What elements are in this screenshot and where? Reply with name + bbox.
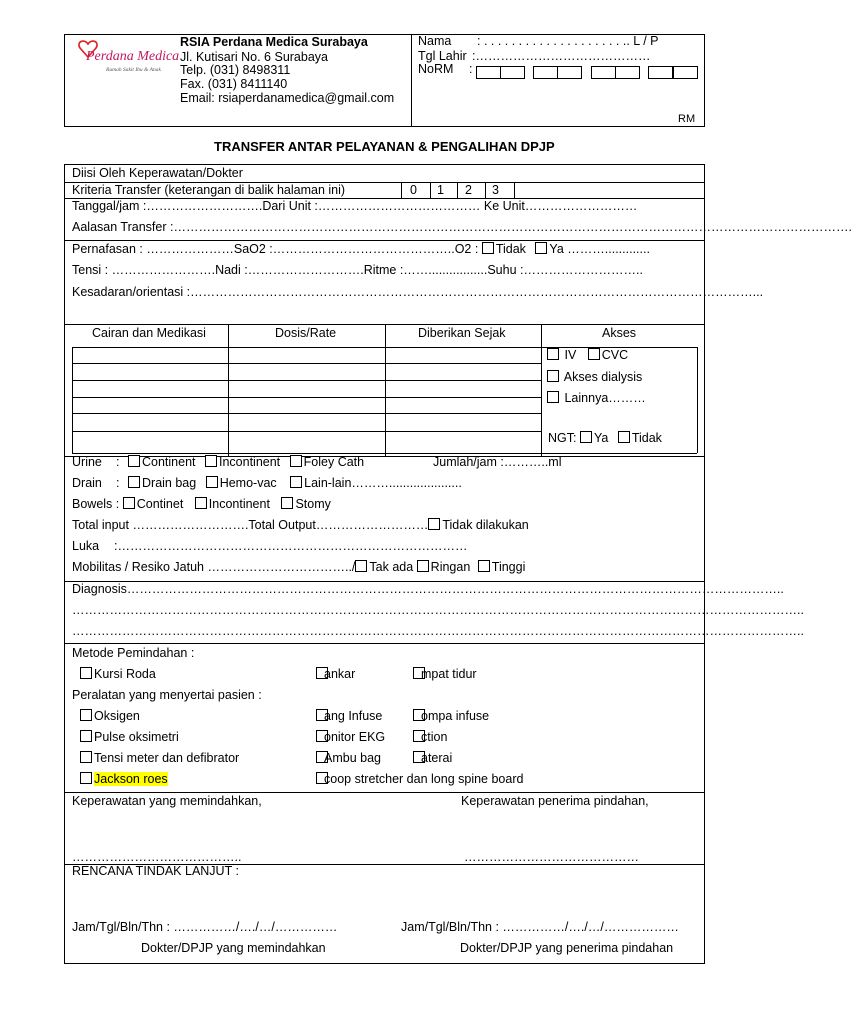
tak-ada-label: Tak ada xyxy=(369,560,414,574)
drain-colon: : xyxy=(116,476,120,490)
pulse-label: Pulse oksimetri xyxy=(94,730,179,744)
rencana-label: RENCANA TINDAK LANJUT : xyxy=(72,864,239,878)
table-inner-left xyxy=(72,347,73,453)
keperawatan-memindahkan: Keperawatan yang memindahkan, xyxy=(72,794,262,808)
foley-label: Foley Cath xyxy=(303,455,365,469)
o2-ya-dots: ………............. xyxy=(567,242,650,256)
continent-label: Continent xyxy=(142,455,196,469)
akses-dialysis[interactable] xyxy=(547,370,642,384)
norm-box[interactable] xyxy=(533,66,558,79)
kursi-roda-option[interactable] xyxy=(80,667,156,681)
checkbox[interactable] xyxy=(547,391,559,403)
tgl-lahir-label: Tgl Lahir xyxy=(418,49,467,63)
norm-colon: : xyxy=(469,62,473,76)
peralatan-label: Peralatan yang menyertai pasien : xyxy=(72,688,262,702)
bowels-label: Bowels : xyxy=(72,497,120,511)
drain-label: Drain xyxy=(72,476,102,490)
checkbox[interactable] xyxy=(580,431,592,443)
tensi-field[interactable]: Tensi : …………………….Nadi :……………………….Ritme :…….................Suhu :……………………….. xyxy=(72,263,643,277)
luka-row[interactable] xyxy=(72,539,467,553)
kriteria-level-1[interactable]: 1 xyxy=(437,183,444,197)
kriteria-level-2[interactable]: 2 xyxy=(465,183,472,197)
urine-colon: : xyxy=(116,455,120,469)
nama-label: Nama xyxy=(418,34,452,48)
luka-label: Luka xyxy=(72,539,100,553)
norm-label: NoRM xyxy=(418,62,454,76)
checkbox[interactable] xyxy=(417,560,429,572)
cvc-label: CVC xyxy=(601,348,629,362)
hospital-phone: Telp. (031) 8498311 xyxy=(180,63,291,77)
metode-label: Metode Pemindahan : xyxy=(72,646,195,660)
checkbox[interactable] xyxy=(547,370,559,382)
bowels-row[interactable] xyxy=(72,497,331,511)
col-header-akses: Akses xyxy=(602,326,637,340)
jackson-option[interactable] xyxy=(80,772,168,786)
total-text: Total input ……………………….Total Output……………………… xyxy=(72,518,429,532)
checkbox[interactable] xyxy=(128,455,140,467)
brankar-label: ankar xyxy=(324,667,356,681)
checkbox[interactable] xyxy=(195,497,207,509)
drain-row[interactable] xyxy=(72,476,462,490)
oksigen-label: Oksigen xyxy=(94,709,140,723)
total-row[interactable] xyxy=(72,518,529,532)
tiang-infuse-label: ang Infuse xyxy=(324,709,383,723)
hospital-name: RSIA Perdana Medica Surabaya xyxy=(180,35,368,49)
logo-text: Perdana Medica xyxy=(86,49,180,64)
checkbox[interactable] xyxy=(128,476,140,488)
hospital-email: Email: rsiaperdanamedica@gmail.com xyxy=(180,91,395,105)
checkbox[interactable] xyxy=(80,730,92,742)
pulse-option[interactable] xyxy=(80,730,179,744)
mobilitas-text: Mobilitas / Resiko Jatuh ……………………………../ xyxy=(72,560,356,574)
dokter-right-label: Dokter/DPJP yang penerima pindahan xyxy=(460,941,674,955)
table-row-line xyxy=(72,363,541,364)
section-header: Diisi Oleh Keperawatan/Dokter xyxy=(72,166,243,180)
table-row-line xyxy=(72,380,541,381)
mobilitas-row[interactable] xyxy=(72,560,525,574)
luka-dots: :………………………………………………………………………… xyxy=(114,539,468,553)
table-row-line xyxy=(72,453,697,454)
ngt-field[interactable] xyxy=(548,431,662,445)
monitor-label: onitor EKG xyxy=(324,730,386,744)
lainnya-label: Lainnya……… xyxy=(564,391,646,405)
ringan-label: Ringan xyxy=(430,560,471,574)
iv-label: IV xyxy=(564,348,577,362)
checkbox[interactable] xyxy=(478,560,490,572)
col-header-cairan: Cairan dan Medikasi xyxy=(92,326,206,340)
tinggi-label: Tinggi xyxy=(491,560,526,574)
norm-box[interactable] xyxy=(591,66,616,79)
alasan-field[interactable]: Aalasan Transfer :………………………………………………………………………………………………………………………………………………. xyxy=(72,220,852,234)
cell-divider xyxy=(457,182,458,199)
hospital-logo xyxy=(74,38,180,82)
urine-label: Urine xyxy=(72,455,102,469)
hospital-fax: Fax. (031) 8411140 xyxy=(180,77,288,91)
table-row-line xyxy=(72,431,541,432)
brankar-option[interactable] xyxy=(316,667,355,681)
table-col-divider xyxy=(228,324,229,457)
tensi-meter-option[interactable] xyxy=(80,751,239,765)
pernafasan-field[interactable] xyxy=(72,242,650,256)
ambu-option[interactable] xyxy=(316,751,381,765)
diagnosis-line-2[interactable]: ………………………………………………………………………………………………………………………………………………………….. xyxy=(72,603,804,617)
jam-left-field[interactable]: Jam/Tgl/Bln/Thn : ……………/…./…/…………… xyxy=(72,920,338,934)
norm-box[interactable] xyxy=(673,66,698,79)
suction-option[interactable] xyxy=(413,730,447,744)
norm-box[interactable] xyxy=(500,66,525,79)
divider xyxy=(64,240,705,241)
checkbox[interactable] xyxy=(205,455,217,467)
kriteria-level-0[interactable]: 0 xyxy=(410,183,417,197)
scoop-option[interactable] xyxy=(316,772,523,786)
tanggal-field[interactable]: Tanggal/jam :……………………….Dari Unit :………………………………… Ke Unit……………………… xyxy=(72,199,638,213)
akses-iv-cvc[interactable] xyxy=(547,348,628,362)
form-title: TRANSFER ANTAR PELAYANAN & PENGALIHAN DPJP xyxy=(214,139,555,154)
tiang-infuse-option[interactable] xyxy=(316,709,382,723)
lain-lain-label: Lain-lain………..................... xyxy=(304,476,462,490)
hemo-vac-label: Hemo-vac xyxy=(219,476,277,490)
urine-row[interactable] xyxy=(72,455,364,469)
tempat-tidur-label: mpat tidur xyxy=(421,667,477,681)
norm-box[interactable] xyxy=(648,66,673,79)
hospital-address: Jl. Kutisari No. 6 Surabaya xyxy=(180,50,328,64)
table-col-divider xyxy=(385,324,386,457)
tidak-dilakukan-label: Tidak dilakukan xyxy=(442,518,529,532)
norm-box[interactable] xyxy=(476,66,501,79)
drain-bag-label: Drain bag xyxy=(142,476,197,490)
table-row-line xyxy=(72,397,541,398)
col-header-dosis: Dosis/Rate xyxy=(275,326,337,340)
jam-right-field[interactable]: Jam/Tgl/Bln/Thn : ……………/…./…/……………… xyxy=(401,920,679,934)
checkbox[interactable] xyxy=(281,497,293,509)
o2-tidak-label: Tidak xyxy=(495,242,526,256)
checkbox[interactable] xyxy=(482,242,494,254)
pernafasan-text: Pernafasan : …………………SaO2 :……………………………………..O2 : xyxy=(72,242,479,256)
checkbox[interactable] xyxy=(618,431,630,443)
signature-line-right[interactable]: …………………………………… xyxy=(464,850,639,864)
suction-label: ction xyxy=(421,730,448,744)
tgl-lahir-value[interactable]: :…………………………………… xyxy=(472,49,651,63)
baterai-option[interactable] xyxy=(413,751,452,765)
tempat-tidur-option[interactable] xyxy=(413,667,477,681)
kesadaran-field[interactable]: Kesadaran/orientasi :………………………………………………………………………………………………………………………... xyxy=(72,285,764,299)
kriteria-label: Kriteria Transfer (keterangan di balik halaman ini) xyxy=(72,183,346,197)
checkbox[interactable] xyxy=(80,709,92,721)
ambu-label: Ambu bag xyxy=(324,751,381,765)
kursi-roda-label: Kursi Roda xyxy=(94,667,156,681)
baterai-label: aterai xyxy=(421,751,453,765)
monitor-option[interactable] xyxy=(316,730,385,744)
table-row-line xyxy=(72,413,541,414)
checkbox[interactable] xyxy=(535,242,547,254)
ngt-label: NGT: xyxy=(548,431,577,445)
ngt-tidak-label: Tidak xyxy=(631,431,662,445)
keperawatan-penerima: Keperawatan penerima pindahan, xyxy=(461,794,649,808)
nama-value[interactable]: : . . . . . . . . . . . . . . . . . . . . .. L / P xyxy=(477,34,659,48)
checkbox[interactable] xyxy=(80,751,92,763)
incontinent2-label: Incontinent xyxy=(208,497,270,511)
rm-label: RM xyxy=(678,113,696,125)
akses-lainnya[interactable] xyxy=(547,391,646,405)
norm-box[interactable] xyxy=(557,66,582,79)
akses-dialysis-label: Akses dialysis xyxy=(563,370,643,384)
section-pemindahan-box xyxy=(64,643,705,793)
kriteria-level-3[interactable]: 3 xyxy=(492,183,499,197)
scoop-label: coop stretcher dan long spine board xyxy=(324,772,524,786)
checkbox[interactable] xyxy=(290,455,302,467)
pompa-infuse-option[interactable] xyxy=(413,709,489,723)
logo-tagline: Rumah Sakit Ibu & Anak xyxy=(106,67,161,73)
cell-divider xyxy=(485,182,486,199)
stomy-label: Stomy xyxy=(295,497,331,511)
continet-label: Continet xyxy=(136,497,184,511)
checkbox[interactable] xyxy=(123,497,135,509)
checkbox[interactable] xyxy=(206,476,218,488)
checkbox[interactable] xyxy=(355,560,367,572)
diagnosis-line-3[interactable]: ………………………………………………………………………………………………………………………………………………………….. xyxy=(72,624,804,638)
checkbox[interactable] xyxy=(428,518,440,530)
ngt-ya-label: Ya xyxy=(593,431,609,445)
signature-line-left[interactable]: ………………………………….. xyxy=(72,850,242,864)
col-header-diberikan: Diberikan Sejak xyxy=(418,326,506,340)
diagnosis-field[interactable]: Diagnosis………………………………………………………………………………………………………………………………………….. xyxy=(72,582,784,596)
oksigen-option[interactable] xyxy=(80,709,140,723)
checkbox[interactable] xyxy=(588,348,600,360)
table-inner-right xyxy=(697,347,698,453)
o2-ya-label: Ya xyxy=(549,242,564,256)
tensi-meter-label: Tensi meter dan defibrator xyxy=(94,751,240,765)
incontinent-label: Incontinent xyxy=(219,455,281,469)
checkbox[interactable] xyxy=(290,476,302,488)
checkbox[interactable] xyxy=(80,667,92,679)
norm-box[interactable] xyxy=(615,66,640,79)
pompa-infuse-label: ompa infuse xyxy=(421,709,490,723)
jumlah-field[interactable]: Jumlah/jam :………..ml xyxy=(433,455,562,469)
dokter-left-label: Dokter/DPJP yang memindahkan xyxy=(141,941,326,955)
checkbox[interactable] xyxy=(547,348,559,360)
section-signature-box xyxy=(64,792,705,964)
checkbox[interactable] xyxy=(80,772,92,784)
cell-divider xyxy=(430,182,431,199)
table-col-divider xyxy=(541,324,542,457)
jackson-label: Jackson roes xyxy=(94,772,168,786)
